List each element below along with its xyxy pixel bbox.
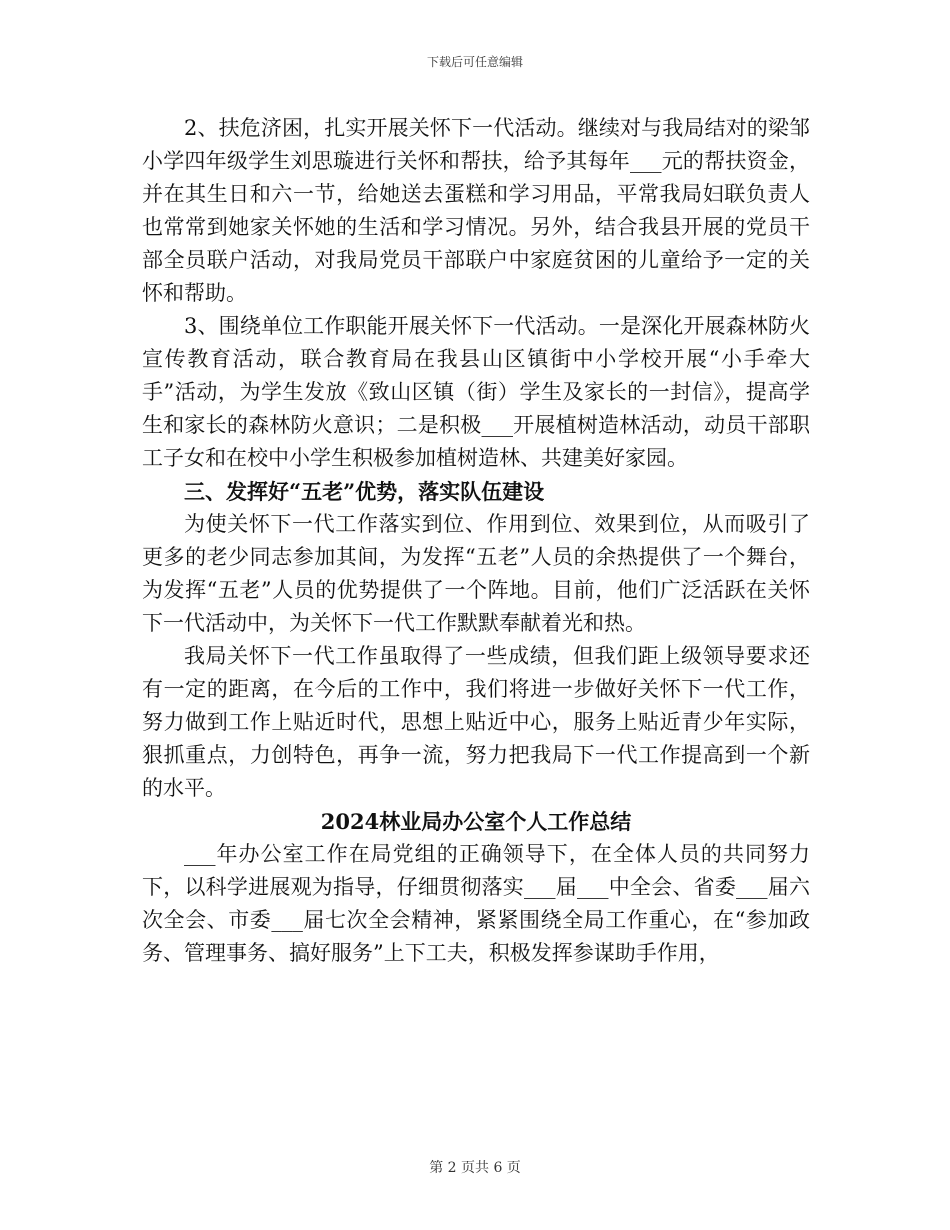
page-header: 下载后可任意编辑 <box>426 55 523 69</box>
paragraph-care-assistance: 2、扶危济困，扎实开展关怀下一代活动。继续对与我局结对的梁邹小学四年级学生刘思璇进行关怀和帮扶，给予其每年___元的帮扶资金，并在其生日和六一节，给她送去蛋糕和学习用品，平常我局妇联负责人也常常到她家关怀她的生活和学习情况。另外，结合我县开展的党员干部全员联户活动，对我局党员干部联户中家庭贫困的儿童给予一定的关怀和帮助。 <box>142 116 810 305</box>
paragraph-office-summary: ___年办公室工作在局党组的正确领导下，在全体人员的共同努力下，以科学进展观为指导，仔细贯彻落实___届___中全会、省委___届六次全会、市委___届七次全会精神，紧紧围绕全局工作重心，在“参加政务、管理事务、搞好服务”上下工夫，积极发挥参谋助手作用， <box>142 842 810 965</box>
paragraph-future-work: 我局关怀下一代工作虽取得了一些成绩，但我们距上级领导要求还有一定的距离，在今后的工作中，我们将进一步做好关怀下一代工作，努力做到工作上贴近时代，思想上贴近中心，服务上贴近青少年实际，狠抓重点，力创特色，再争一流，努力把我局下一代工作提高到一个新的水平。 <box>142 644 810 800</box>
paragraph-five-elders: 为使关怀下一代工作落实到位、作用到位、效果到位，从而吸引了更多的老少同志参加其间，为发挥“五老”人员的余热提供了一个舞台，为发挥“五老”人员的优势提供了一个阵地。目前，他们广泛活跃在关怀下一代活动中，为关怀下一代工作默默奉献着光和热。 <box>142 512 810 635</box>
document-body <box>142 112 810 970</box>
paragraph-unit-function: 3、围绕单位工作职能开展关怀下一代活动。一是深化开展森林防火宣传教育活动，联合教育局在我县山区镇街中小学校开展“小手牵大手”活动，为学生发放《致山区镇（街）学生及家长的一封信》，提高学生和家长的森林防火意识；二是积极___开展植树造林活动，动员干部职工子女和在校中小学生积极参加植树造林、共建美好家园。 <box>142 314 810 470</box>
document-title: 2024林业局办公室个人工作总结 <box>320 809 632 834</box>
page-number: 第 2 页共 6 页 <box>429 1160 521 1176</box>
section-heading: 三、发挥好“五老”优势，落实队伍建设 <box>184 479 545 504</box>
